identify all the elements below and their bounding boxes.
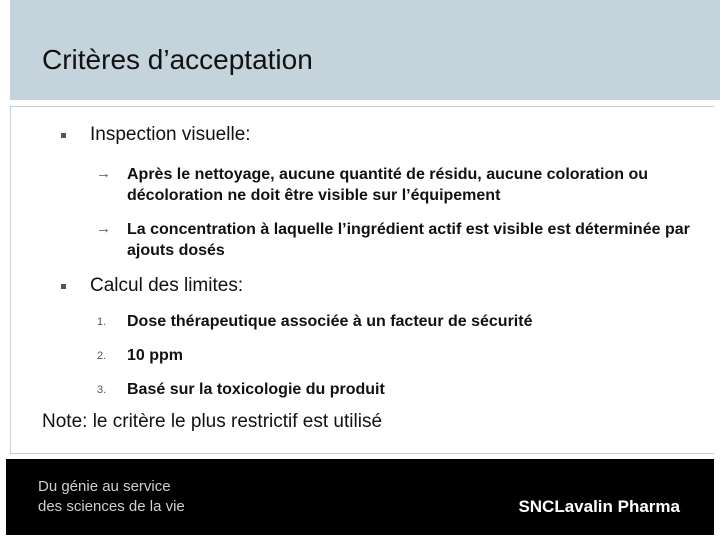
list-number: 2. bbox=[97, 350, 107, 362]
square-bullet-icon bbox=[61, 133, 66, 138]
list-number: 3. bbox=[97, 384, 107, 396]
note-text: Note: le critère le plus restrictif est utilisé bbox=[42, 411, 383, 432]
tagline-line1: Du génie au service bbox=[38, 478, 171, 495]
bullet-limit-calculation: Calcul des limites: bbox=[90, 275, 244, 296]
list-item-toxicology: Basé sur la toxicologie du produit bbox=[127, 381, 385, 398]
brand-logo-text: SNCLavalin Pharma bbox=[518, 497, 680, 516]
title-bar bbox=[10, 0, 720, 100]
sub-bullet-concentration: La concentration à laquelle l’ingrédient actif est visible est déterminée par ajouts dosés bbox=[127, 221, 690, 259]
bullet-visual-inspection: Inspection visuelle: bbox=[90, 124, 251, 145]
arrow-right-icon: → bbox=[96, 220, 111, 237]
list-number: 1. bbox=[97, 316, 107, 328]
footer-tagline bbox=[38, 477, 185, 517]
square-bullet-icon bbox=[61, 284, 66, 289]
slide-title: Critères d’acceptation bbox=[42, 44, 313, 75]
footer-bar bbox=[6, 459, 714, 535]
sub-bullet-residue: Après le nettoyage, aucune quantité de résidu, aucune coloration ou décoloration ne doit être visible sur l’équipement bbox=[127, 166, 648, 204]
arrow-right-icon: → bbox=[96, 165, 111, 182]
tagline-line2: des sciences de la vie bbox=[38, 498, 185, 515]
list-item-10ppm: 10 ppm bbox=[127, 347, 184, 364]
list-item-therapeutic-dose: Dose thérapeutique associée à un facteur de sécurité bbox=[127, 313, 533, 330]
